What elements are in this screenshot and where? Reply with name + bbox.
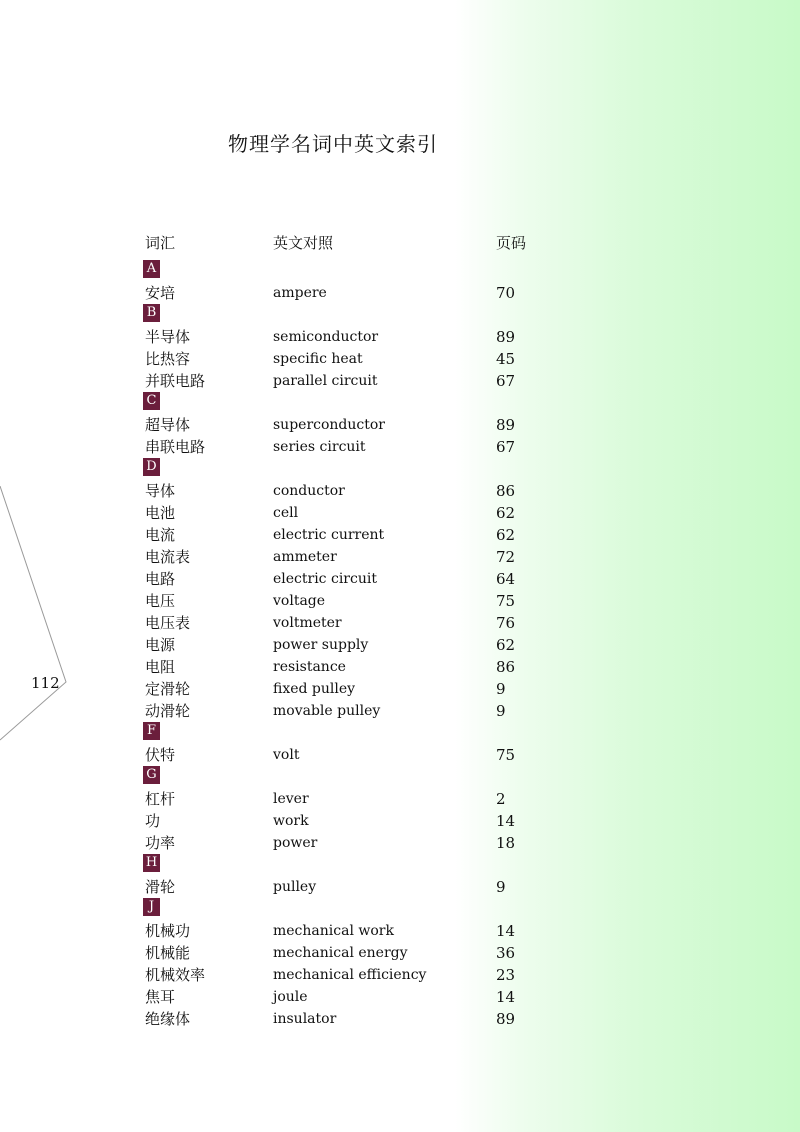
term-page: 14: [496, 812, 516, 830]
index-entry: [0, 876, 800, 898]
index-entry: [0, 634, 800, 656]
term-chinese: 滑轮: [145, 878, 176, 896]
term-page: 45: [496, 350, 516, 368]
term-chinese: 比热容: [145, 350, 191, 368]
index-entry: [0, 964, 800, 986]
term-chinese: 电阻: [145, 658, 176, 676]
term-english: cell: [273, 505, 299, 521]
term-chinese: 机械能: [145, 944, 191, 962]
term-page: 62: [496, 526, 516, 544]
term-chinese: 电压: [145, 592, 176, 610]
term-page: 2: [496, 790, 506, 808]
index-entry: [0, 788, 800, 810]
term-english: lever: [273, 791, 309, 807]
term-page: 9: [496, 878, 506, 896]
letter-badge: G: [143, 766, 160, 784]
page-number: 112: [31, 674, 60, 692]
header-page: 页码: [496, 234, 527, 252]
index-entry: [0, 678, 800, 700]
term-page: 9: [496, 680, 506, 698]
term-chinese: 机械功: [145, 922, 191, 940]
term-chinese: 导体: [145, 482, 176, 500]
term-page: 9: [496, 702, 506, 720]
term-page: 76: [496, 614, 516, 632]
term-page: 75: [496, 592, 516, 610]
letter-section-row: [0, 722, 800, 744]
term-chinese: 杠杆: [145, 790, 176, 808]
term-chinese: 电流: [145, 526, 176, 544]
term-chinese: 定滑轮: [145, 680, 191, 698]
index-entry: [0, 436, 800, 458]
index-entry: [0, 744, 800, 766]
term-chinese: 电流表: [145, 548, 191, 566]
term-chinese: 电池: [145, 504, 176, 522]
term-english: pulley: [273, 879, 317, 895]
letter-section-row: [0, 304, 800, 326]
term-page: 70: [496, 284, 516, 302]
term-page: 89: [496, 328, 516, 346]
term-page: 62: [496, 636, 516, 654]
term-chinese: 动滑轮: [145, 702, 191, 720]
term-page: 14: [496, 988, 516, 1006]
index-entry: [0, 568, 800, 590]
letter-badge: H: [143, 854, 160, 872]
term-english: conductor: [273, 483, 345, 499]
term-english: mechanical efficiency: [273, 967, 427, 983]
letter-section-row: [0, 392, 800, 414]
index-entry: [0, 1008, 800, 1030]
term-page: 89: [496, 416, 516, 434]
term-page: 18: [496, 834, 516, 852]
page-title: 物理学名词中英文索引: [228, 132, 438, 156]
letter-section-row: [0, 854, 800, 876]
index-entry: [0, 656, 800, 678]
header-term: 词汇: [145, 234, 176, 252]
term-chinese: 焦耳: [145, 988, 176, 1006]
letter-badge: A: [143, 260, 160, 278]
term-page: 67: [496, 438, 516, 456]
term-page: 86: [496, 482, 516, 500]
term-english: work: [273, 813, 309, 829]
term-english: electric circuit: [273, 571, 377, 587]
index-entry: [0, 810, 800, 832]
term-chinese: 超导体: [145, 416, 191, 434]
index-entry: [0, 502, 800, 524]
term-english: movable pulley: [273, 703, 381, 719]
index-entry: [0, 326, 800, 348]
term-chinese: 电路: [145, 570, 176, 588]
term-page: 75: [496, 746, 516, 764]
letter-badge: F: [143, 722, 160, 740]
term-english: insulator: [273, 1011, 337, 1027]
index-entry: [0, 700, 800, 722]
index-entry: [0, 480, 800, 502]
letter-badge: J: [143, 898, 160, 916]
term-chinese: 并联电路: [145, 372, 206, 390]
term-page: 86: [496, 658, 516, 676]
term-english: series circuit: [273, 439, 366, 455]
letter-section-row: [0, 458, 800, 480]
term-english: power: [273, 835, 318, 851]
letter-badge: D: [143, 458, 160, 476]
term-english: semiconductor: [273, 329, 379, 345]
index-entry: [0, 920, 800, 942]
letter-section-row: [0, 260, 800, 282]
term-page: 14: [496, 922, 516, 940]
index-entry: [0, 590, 800, 612]
term-english: resistance: [273, 659, 346, 675]
term-english: fixed pulley: [273, 681, 356, 697]
term-chinese: 功: [145, 812, 161, 830]
term-chinese: 电压表: [145, 614, 191, 632]
index-list: [0, 260, 800, 1030]
index-entry: [0, 612, 800, 634]
term-chinese: 半导体: [145, 328, 191, 346]
term-english: volt: [273, 747, 300, 763]
term-chinese: 功率: [145, 834, 176, 852]
term-english: joule: [273, 989, 308, 1005]
term-page: 64: [496, 570, 516, 588]
term-chinese: 安培: [145, 284, 176, 302]
term-chinese: 机械效率: [145, 966, 206, 984]
term-chinese: 电源: [145, 636, 176, 654]
term-page: 89: [496, 1010, 516, 1028]
term-page: 36: [496, 944, 516, 962]
term-chinese: 串联电路: [145, 438, 206, 456]
index-entry: [0, 414, 800, 436]
term-english: voltage: [273, 593, 326, 609]
term-page: 23: [496, 966, 516, 984]
term-english: power supply: [273, 637, 369, 653]
letter-section-row: [0, 898, 800, 920]
index-entry: [0, 942, 800, 964]
term-english: parallel circuit: [273, 373, 378, 389]
header-english: 英文对照: [273, 234, 334, 252]
term-chinese: 绝缘体: [145, 1010, 191, 1028]
term-page: 67: [496, 372, 516, 390]
term-chinese: 伏特: [145, 746, 176, 764]
index-entry: [0, 348, 800, 370]
letter-section-row: [0, 766, 800, 788]
index-entry: [0, 832, 800, 854]
table-header: [0, 232, 800, 254]
letter-badge: C: [143, 392, 160, 410]
term-english: ammeter: [273, 549, 337, 565]
term-english: specific heat: [273, 351, 363, 367]
term-english: voltmeter: [273, 615, 342, 631]
term-english: ampere: [273, 285, 327, 301]
term-english: electric current: [273, 527, 385, 543]
index-entry: [0, 282, 800, 304]
term-page: 62: [496, 504, 516, 522]
term-english: superconductor: [273, 417, 385, 433]
index-entry: [0, 524, 800, 546]
index-entry: [0, 370, 800, 392]
letter-badge: B: [143, 304, 160, 322]
term-english: mechanical work: [273, 923, 394, 939]
term-page: 72: [496, 548, 516, 566]
index-entry: [0, 986, 800, 1008]
index-entry: [0, 546, 800, 568]
term-english: mechanical energy: [273, 945, 408, 961]
